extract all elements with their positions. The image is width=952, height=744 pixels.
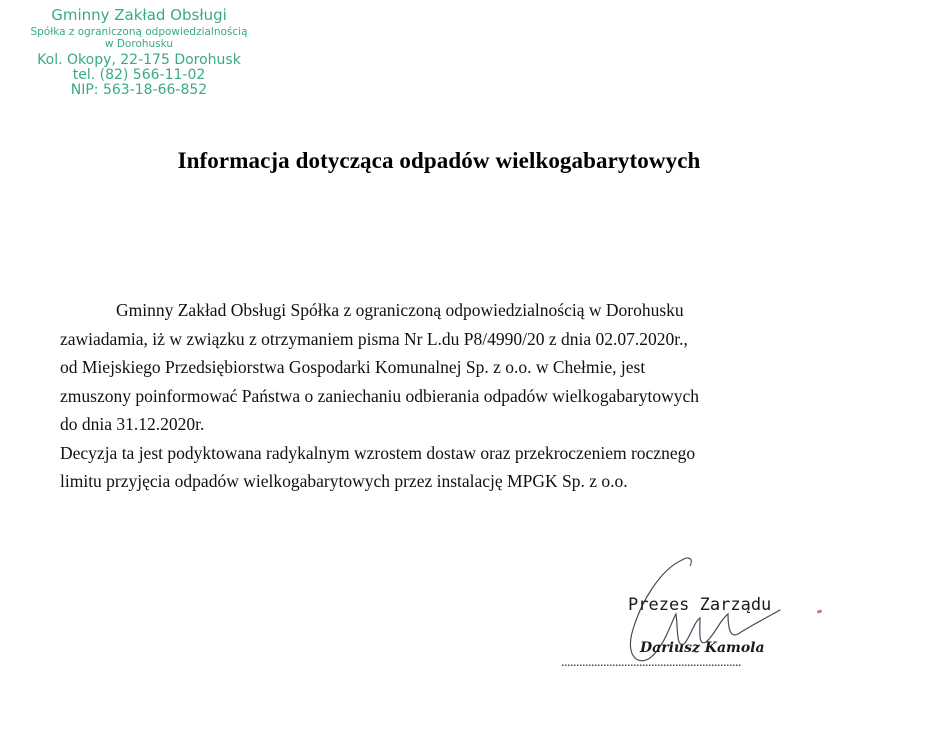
signatory-role: Prezes Zarządu [628,595,772,615]
body-line: od Miejskiego Przedsiębiorstwa Gospodarki Komunalnej Sp. z o.o. w Chełmie, jest [60,357,646,377]
company-stamp [8,8,270,97]
red-ink-mark [817,609,823,614]
body-line: Gminny Zakład Obsługi Spółka z ograniczoną odpowiedzialnością w Dorohusku [116,300,684,320]
signatory-name: Dariusz Kamola [640,640,765,656]
body-line: zawiadamia, iż w związku z otrzymaniem pisma Nr L.du P8/4990/20 z dnia 02.07.2020r., [60,328,688,349]
stamp-company-name: Gminny Zakład Obsługi [51,6,227,24]
document-title: Informacja dotycząca odpadów wielkogabarytowych [177,148,701,173]
stamp-nip: NIP: 563-18-66-852 [70,82,208,98]
body-line: Decyzja ta jest podyktowana radykalnym wzrostem dostaw oraz przekroczeniem rocznego [60,442,696,463]
body-line: limitu przyjęcia odpadów wielkogabarytowych przez instalację MPGK Sp. z o.o. [60,471,628,491]
stamp-address: Kol. Okopy, 22-175 Dorohusk [37,52,241,68]
document-body [60,296,820,496]
signature-dotted-line: ............................................................ [561,655,741,670]
stamp-location: w Dorohusku [104,37,174,50]
body-line: zmuszony poinformować Państwa o zaniechaniu odbierania odpadów wielkogabarytowych [60,385,700,406]
stamp-company-form: Spółka z ograniczoną odpowiedzialnością [30,26,248,38]
body-line: do dnia 31.12.2020r. [60,414,205,434]
stamp-phone: tel. (82) 566-11-02 [72,67,206,83]
